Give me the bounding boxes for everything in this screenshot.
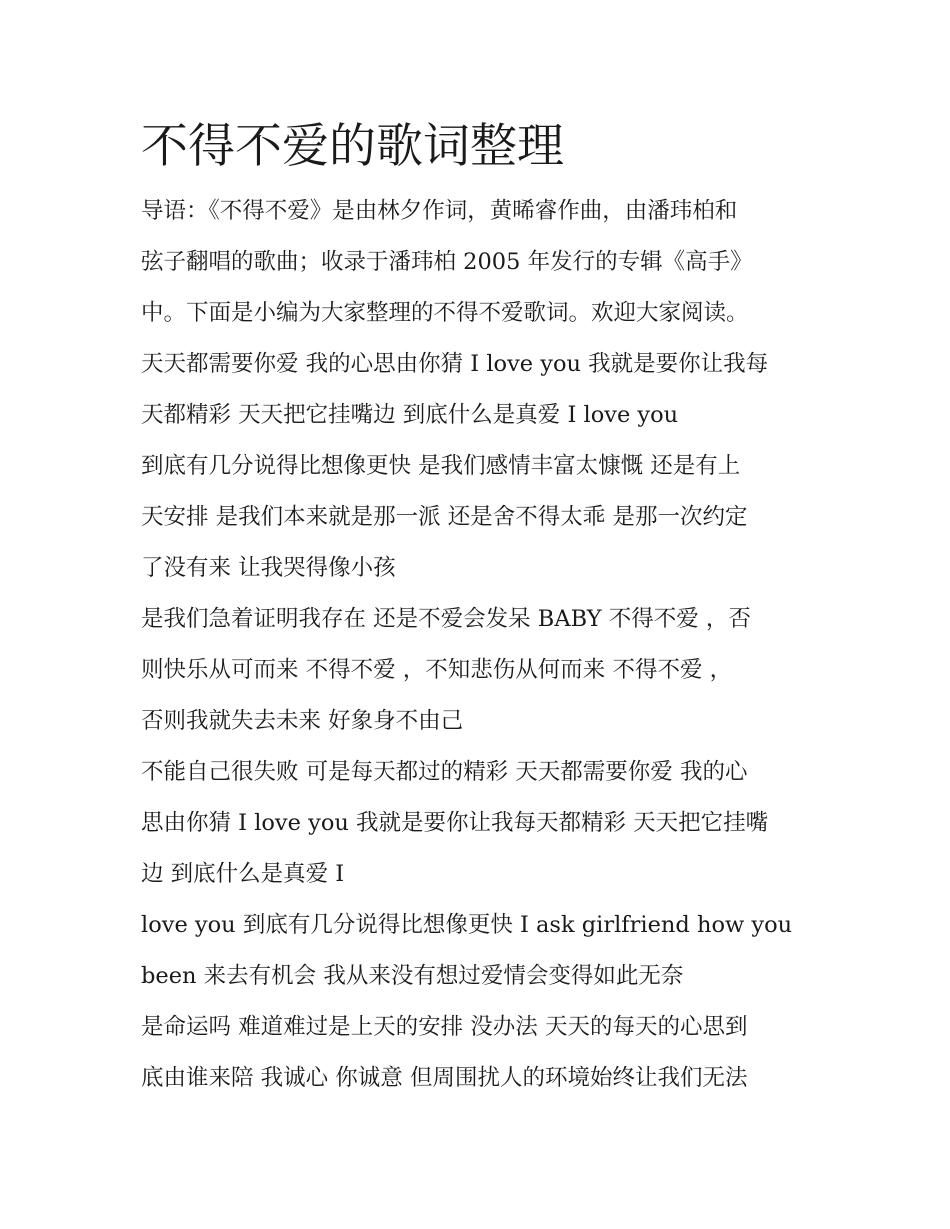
- body-line: 底由谁来陪 我诚心 你诚意 但周围扰人的环境始终让我们无法: [141, 1065, 748, 1091]
- body-line: 到底有几分说得比想像更快 是我们感情丰富太慷慨 还是有上: [141, 453, 741, 479]
- document-title: 不得不爱的歌词整理: [141, 119, 564, 174]
- body-line: 否则我就失去未来 好象身不由己: [141, 708, 464, 734]
- body-line: 思由你猜 I love you 我就是要你让我每天都精彩 天天把它挂嘴: [141, 810, 769, 836]
- body-line: 弦子翻唱的歌曲；收录于潘玮柏 2005 年发行的专辑《高手》: [141, 249, 753, 275]
- document-page: [141, 112, 813, 1104]
- body-line: 是我们急着证明我存在 还是不爱会发呆 BABY 不得不爱 ，否: [141, 606, 751, 632]
- body-line: 了没有来 让我哭得像小孩: [141, 555, 396, 581]
- body-line: been 来去有机会 我从来没有想过爱情会变得如此无奈: [141, 963, 684, 989]
- body-line: 天安排 是我们本来就是那一派 还是舍不得太乖 是那一次约定: [141, 504, 748, 530]
- document-body: [141, 186, 813, 1104]
- body-line: 天都精彩 天天把它挂嘴边 到底什么是真爱 I love you: [141, 402, 679, 428]
- body-line: 是命运吗 难道难过是上天的安排 没办法 天天的每天的心思到: [141, 1014, 748, 1040]
- body-line: 边 到底什么是真爱 I: [141, 861, 345, 887]
- body-line: love you 到底有几分说得比想像更快 I ask girlfriend how you: [141, 912, 793, 938]
- body-line: 导语：《不得不爱》是由林夕作词，黄晞睿作曲，由潘玮柏和: [141, 198, 738, 224]
- body-line: 则快乐从可而来 不得不爱 ，不知悲伤从何而来 不得不爱 ，: [141, 657, 733, 683]
- body-line: 不能自己很失败 可是每天都过的精彩 天天都需要你爱 我的心: [141, 759, 748, 785]
- body-line: 中。下面是小编为大家整理的不得不爱歌词。欢迎大家阅读。: [141, 300, 749, 326]
- body-line: 天天都需要你爱 我的心思由你猜 I love you 我就是要你让我每: [141, 351, 769, 377]
